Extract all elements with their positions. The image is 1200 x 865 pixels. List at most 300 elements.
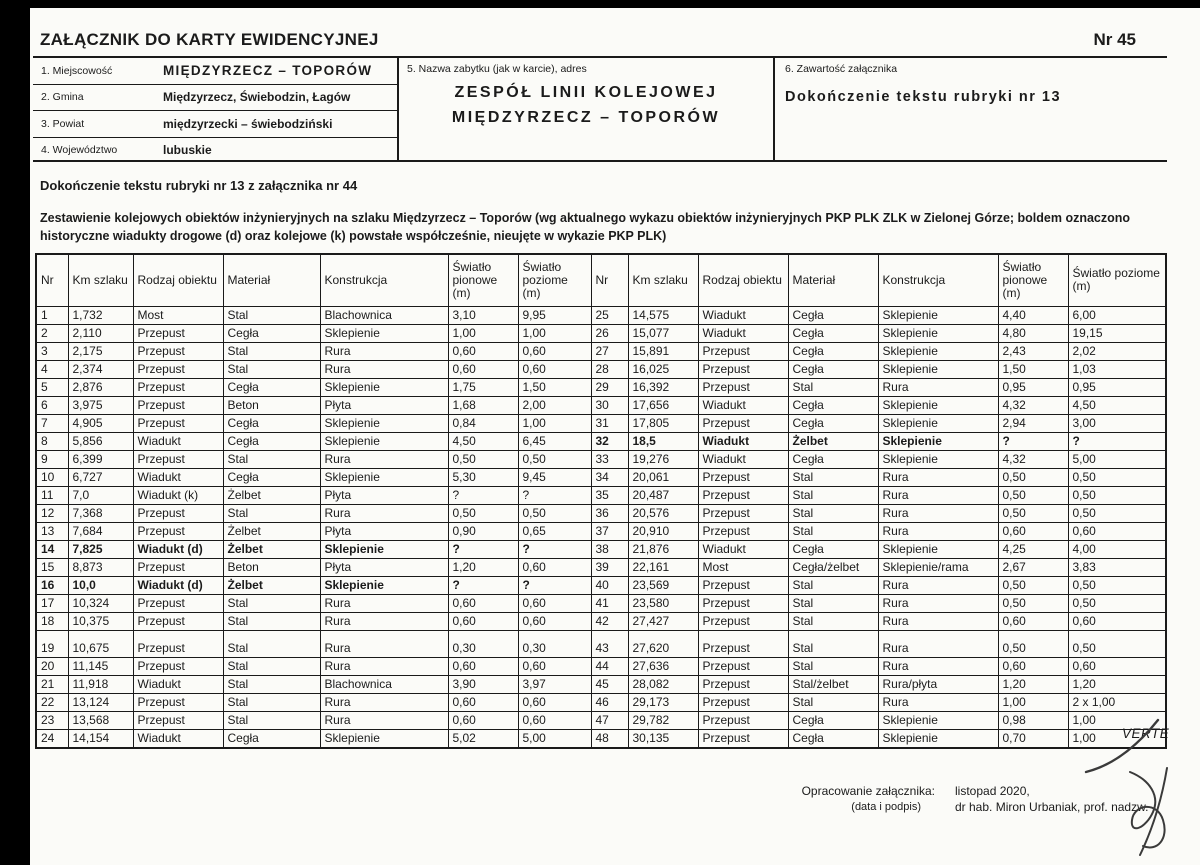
table-cell: Beton <box>223 396 320 414</box>
table-cell: 14,575 <box>628 306 698 324</box>
credit-sublabel: (data i podpis) <box>851 801 921 813</box>
form-row-miejscowosc <box>33 58 397 85</box>
table-cell: 29,782 <box>628 711 698 729</box>
table-cell: 0,50 <box>1068 486 1166 504</box>
table-cell: 0,60 <box>448 657 518 675</box>
table-cell: Cegła <box>788 450 878 468</box>
scanned-document-page <box>30 8 1200 865</box>
table-cell: 0,95 <box>998 378 1068 396</box>
table-cell: 10 <box>36 468 68 486</box>
table-cell: 33 <box>591 450 628 468</box>
table-cell: 16,392 <box>628 378 698 396</box>
table-cell: 1,00 <box>448 324 518 342</box>
table-cell: Przepust <box>698 630 788 657</box>
table-cell: 3,10 <box>448 306 518 324</box>
table-cell: 2,374 <box>68 360 133 378</box>
table-cell: 37 <box>591 522 628 540</box>
table-cell: 14 <box>36 540 68 558</box>
table-row <box>36 306 1166 324</box>
section-subtitle: Dokończenie tekstu rubryki nr 13 z załącznika nr 44 <box>40 178 358 193</box>
table-cell: Cegła <box>788 540 878 558</box>
field-value-gmina: Międzyrzecz, Świebodzin, Łagów <box>163 90 351 105</box>
column-header: Nr <box>36 254 68 306</box>
table-cell: 0,50 <box>1068 576 1166 594</box>
table-cell: Przepust <box>133 360 223 378</box>
table-cell: Przepust <box>133 711 223 729</box>
table-cell: Rura <box>320 342 448 360</box>
column-header: Km szlaku <box>68 254 133 306</box>
form-row-powiat <box>33 111 397 138</box>
table-cell: 16 <box>36 576 68 594</box>
table-cell: Cegła <box>788 414 878 432</box>
table-cell: Stal <box>788 504 878 522</box>
field-value-wojewodztwo: lubuskie <box>163 143 212 158</box>
table-cell: Płyta <box>320 558 448 576</box>
table-cell: Przepust <box>698 729 788 748</box>
table-cell: 39 <box>591 558 628 576</box>
table-cell: Stal <box>223 657 320 675</box>
table-cell: 3,83 <box>1068 558 1166 576</box>
form-attachment-column <box>775 58 1167 160</box>
table-cell: 0,60 <box>998 612 1068 630</box>
table-cell: 11,145 <box>68 657 133 675</box>
table-cell: 0,90 <box>448 522 518 540</box>
table-cell: 0,60 <box>518 711 591 729</box>
table-cell: Sklepienie <box>878 396 998 414</box>
table-cell: 0,60 <box>448 594 518 612</box>
table-cell: Przepust <box>698 675 788 693</box>
table-cell: 0,50 <box>448 450 518 468</box>
field-label-nazwa-zabytku: 5. Nazwa zabytku (jak w karcie), adres <box>407 63 587 75</box>
table-cell: 0,84 <box>448 414 518 432</box>
table-cell: 1,03 <box>1068 360 1166 378</box>
table-cell: Sklepienie <box>320 432 448 450</box>
table-cell: Stal/żelbet <box>788 675 878 693</box>
monument-name-line1: ZESPÓŁ LINII KOLEJOWEJ <box>454 84 718 101</box>
table-cell: 15 <box>36 558 68 576</box>
table-cell: Przepust <box>133 612 223 630</box>
table-cell: 0,50 <box>1068 504 1166 522</box>
table-cell: Sklepienie <box>878 450 998 468</box>
table-cell: 0,50 <box>1068 630 1166 657</box>
credit-author: dr hab. Miron Urbaniak, prof. nadzw. <box>955 800 1149 814</box>
table-cell: Wiadukt <box>698 540 788 558</box>
table-cell: 47 <box>591 711 628 729</box>
table-row <box>36 486 1166 504</box>
table-row <box>36 414 1166 432</box>
table-cell: 27,427 <box>628 612 698 630</box>
table-cell: 2,876 <box>68 378 133 396</box>
table-cell: Sklepienie <box>878 711 998 729</box>
table-cell: 13,568 <box>68 711 133 729</box>
field-label-zawartosc: 6. Zawartość załącznika <box>785 63 898 75</box>
table-cell: 1,20 <box>998 675 1068 693</box>
table-cell: Stal <box>223 693 320 711</box>
table-cell: 34 <box>591 468 628 486</box>
table-cell: 0,60 <box>518 594 591 612</box>
table-cell: 10,0 <box>68 576 133 594</box>
table-cell: Wiadukt <box>133 729 223 748</box>
table-cell: 46 <box>591 693 628 711</box>
verte-note: VERTE <box>1122 726 1170 741</box>
table-cell: Blachownica <box>320 675 448 693</box>
table-cell: Wiadukt <box>133 432 223 450</box>
table-row <box>36 324 1166 342</box>
table-row <box>36 432 1166 450</box>
table-cell: Przepust <box>133 342 223 360</box>
table-cell: Wiadukt (d) <box>133 540 223 558</box>
table-cell: 0,50 <box>998 486 1068 504</box>
table-cell: Sklepienie <box>878 414 998 432</box>
table-cell: 19,15 <box>1068 324 1166 342</box>
table-cell: 20,487 <box>628 486 698 504</box>
table-row <box>36 396 1166 414</box>
table-cell: 20,910 <box>628 522 698 540</box>
table-cell: 6,399 <box>68 450 133 468</box>
table-cell: Cegła <box>223 324 320 342</box>
table-cell: 12 <box>36 504 68 522</box>
table-cell: Stal <box>788 657 878 675</box>
table-cell: 4,50 <box>1068 396 1166 414</box>
table-cell: Przepust <box>133 693 223 711</box>
table-cell: Stal <box>223 594 320 612</box>
table-cell: 1,00 <box>1068 729 1166 748</box>
table-cell: Przepust <box>133 522 223 540</box>
table-cell: Rura <box>320 612 448 630</box>
table-cell: 3 <box>36 342 68 360</box>
table-cell: 29,173 <box>628 693 698 711</box>
column-header: Światło pionowe (m) <box>998 254 1068 306</box>
table-cell: Stal <box>788 486 878 504</box>
table-cell: 21 <box>36 675 68 693</box>
table-cell: Płyta <box>320 522 448 540</box>
table-cell: Sklepienie <box>878 342 998 360</box>
table-cell: 7,825 <box>68 540 133 558</box>
table-cell: 19,276 <box>628 450 698 468</box>
table-cell: 20,061 <box>628 468 698 486</box>
table-cell: 6,45 <box>518 432 591 450</box>
table-cell: 0,50 <box>998 594 1068 612</box>
table-cell: 1,732 <box>68 306 133 324</box>
table-cell: Przepust <box>698 486 788 504</box>
table-cell: 2,175 <box>68 342 133 360</box>
table-cell: 3,975 <box>68 396 133 414</box>
table-cell: Sklepienie/rama <box>878 558 998 576</box>
table-cell: 5,02 <box>448 729 518 748</box>
table-cell: Rura <box>320 630 448 657</box>
table-cell: Sklepienie <box>878 324 998 342</box>
table-cell: Rura <box>320 693 448 711</box>
table-cell: 24 <box>36 729 68 748</box>
table-cell: Sklepienie <box>878 540 998 558</box>
column-header: Rodzaj obiektu <box>698 254 788 306</box>
table-cell: 9,95 <box>518 306 591 324</box>
table-cell: Przepust <box>698 360 788 378</box>
table-cell: 30 <box>591 396 628 414</box>
table-cell: ? <box>448 486 518 504</box>
table-row <box>36 360 1166 378</box>
table-cell: ? <box>1068 432 1166 450</box>
table-cell: ? <box>518 576 591 594</box>
column-header: Km szlaku <box>628 254 698 306</box>
table-cell: 27,636 <box>628 657 698 675</box>
table-cell: Stal <box>788 576 878 594</box>
table-cell: Stal <box>223 612 320 630</box>
table-cell: Przepust <box>133 414 223 432</box>
table-cell: Przepust <box>698 342 788 360</box>
table-cell: 0,98 <box>998 711 1068 729</box>
table-cell: 1,00 <box>998 693 1068 711</box>
table-cell: 15,891 <box>628 342 698 360</box>
table-cell: Cegła/żelbet <box>788 558 878 576</box>
table-cell: 29 <box>591 378 628 396</box>
table-cell: Rura <box>878 594 998 612</box>
column-header: Światło poziome (m) <box>518 254 591 306</box>
table-cell: Żelbet <box>788 432 878 450</box>
table-cell: Most <box>133 306 223 324</box>
table-cell: 20,576 <box>628 504 698 522</box>
table-cell: Stal <box>788 378 878 396</box>
table-cell: Rura <box>878 486 998 504</box>
table-cell: Rura <box>878 612 998 630</box>
table-cell: Rura <box>878 693 998 711</box>
table-cell: 28 <box>591 360 628 378</box>
table-cell: Wiadukt <box>698 306 788 324</box>
monument-name-line2: MIĘDZYRZECZ – TOPORÓW <box>451 109 721 126</box>
table-cell: 3,00 <box>1068 414 1166 432</box>
table-cell: Płyta <box>320 396 448 414</box>
table-cell: 7,0 <box>68 486 133 504</box>
table-cell: Wiadukt <box>698 450 788 468</box>
table-cell: 43 <box>591 630 628 657</box>
table-cell: Przepust <box>133 594 223 612</box>
table-cell: 4,32 <box>998 450 1068 468</box>
intro-paragraph: Zestawienie kolejowych obiektów inżynieryjnych na szlaku Międzyrzecz – Toporów (wg aktualnego wykazu obiektów inżynieryjnych PKP PLK ZLK w Zielonej Górze; boldem oznaczono historyczne wiadukty drogowe (d) oraz kolejowe (k) powstałe współcześnie, nieujęte w wykazie PKP PLK) <box>40 211 1131 243</box>
table-cell: Rura/płyta <box>878 675 998 693</box>
table-cell: Stal <box>223 342 320 360</box>
page-title: ZAŁĄCZNIK DO KARTY EWIDENCYJNEJ <box>40 30 379 49</box>
table-cell: Rura <box>320 711 448 729</box>
table-cell: Stal <box>223 630 320 657</box>
table-row <box>36 540 1166 558</box>
table-cell: Żelbet <box>223 540 320 558</box>
table-cell: ? <box>448 540 518 558</box>
table-cell: 41 <box>591 594 628 612</box>
table-cell: 25 <box>591 306 628 324</box>
table-cell: 7 <box>36 414 68 432</box>
table-cell: Przepust <box>133 450 223 468</box>
field-label-miejscowosc: 1. Miejscowość <box>41 64 113 77</box>
table-cell: 1,20 <box>1068 675 1166 693</box>
table-cell: 1,20 <box>448 558 518 576</box>
table-cell: Przepust <box>133 378 223 396</box>
table-cell: Wiadukt <box>133 675 223 693</box>
table-cell: Wiadukt (k) <box>133 486 223 504</box>
table-cell: 10,375 <box>68 612 133 630</box>
table-cell: 31 <box>591 414 628 432</box>
table-cell: 0,50 <box>998 504 1068 522</box>
table-cell: Stal <box>788 594 878 612</box>
table-cell: 16,025 <box>628 360 698 378</box>
table-cell: ? <box>518 540 591 558</box>
table-cell: 35 <box>591 486 628 504</box>
table-cell: Blachownica <box>320 306 448 324</box>
table-cell: 7,684 <box>68 522 133 540</box>
column-header: Światło poziome (m) <box>1068 254 1166 306</box>
table-cell: 0,60 <box>518 558 591 576</box>
table-cell: Cegła <box>788 324 878 342</box>
table-cell: Przepust <box>698 576 788 594</box>
field-label-powiat: 3. Powiat <box>41 117 85 130</box>
table-cell: Przepust <box>698 504 788 522</box>
table-row <box>36 594 1166 612</box>
table-cell: 0,60 <box>518 342 591 360</box>
table-cell: 0,60 <box>1068 657 1166 675</box>
table-cell: 0,50 <box>518 450 591 468</box>
table-cell: Rura <box>320 450 448 468</box>
credit-values <box>955 783 1148 815</box>
table-header-row <box>36 254 1166 306</box>
table-cell: Rura <box>878 522 998 540</box>
table-row <box>36 693 1166 711</box>
table-cell: 17 <box>36 594 68 612</box>
table-cell: 5,00 <box>1068 450 1166 468</box>
table-cell: 4,40 <box>998 306 1068 324</box>
table-cell: ? <box>998 432 1068 450</box>
table-cell: 48 <box>591 729 628 748</box>
table-cell: Przepust <box>698 468 788 486</box>
table-cell: 4,00 <box>1068 540 1166 558</box>
table-cell: 2 <box>36 324 68 342</box>
table-cell: 0,50 <box>1068 468 1166 486</box>
table-cell: Sklepienie <box>878 306 998 324</box>
table-cell: Beton <box>223 558 320 576</box>
table-cell: ? <box>518 486 591 504</box>
table-cell: Rura <box>320 504 448 522</box>
table-cell: 1,68 <box>448 396 518 414</box>
table-cell: Wiadukt <box>698 324 788 342</box>
table-cell: Sklepienie <box>878 360 998 378</box>
table-row <box>36 558 1166 576</box>
table-cell: 0,60 <box>518 693 591 711</box>
column-header: Konstrukcja <box>878 254 998 306</box>
table-row <box>36 468 1166 486</box>
table-cell: 0,50 <box>998 576 1068 594</box>
table-row <box>36 729 1166 748</box>
table-row <box>36 342 1166 360</box>
table-cell: Przepust <box>698 693 788 711</box>
table-cell: 0,60 <box>518 612 591 630</box>
table-cell: Stal <box>223 711 320 729</box>
table-cell: Żelbet <box>223 486 320 504</box>
table-cell: Cegła <box>223 432 320 450</box>
table-cell: 0,50 <box>998 468 1068 486</box>
form-row-wojewodztwo <box>33 138 397 164</box>
table-cell: Stal <box>788 468 878 486</box>
table-cell: Przepust <box>133 324 223 342</box>
column-header: Materiał <box>223 254 320 306</box>
table-cell: 7,368 <box>68 504 133 522</box>
table-cell: Stal <box>788 630 878 657</box>
field-value-powiat: międzyrzecki – świebodziński <box>163 116 333 131</box>
table-cell: Stal <box>788 522 878 540</box>
table-cell: ? <box>448 576 518 594</box>
table-cell: 0,65 <box>518 522 591 540</box>
column-header: Materiał <box>788 254 878 306</box>
table-cell: 26 <box>591 324 628 342</box>
table-cell: 0,60 <box>448 360 518 378</box>
table-cell: 6,727 <box>68 468 133 486</box>
table-row <box>36 378 1166 396</box>
table-cell: 0,60 <box>1068 522 1166 540</box>
table-cell: Żelbet <box>223 522 320 540</box>
column-header: Światło pionowe (m) <box>448 254 518 306</box>
table-cell: Sklepienie <box>320 414 448 432</box>
table-cell: 2,02 <box>1068 342 1166 360</box>
table-cell: 1,00 <box>1068 711 1166 729</box>
table-cell: 13,124 <box>68 693 133 711</box>
table-cell: 4,50 <box>448 432 518 450</box>
table-cell: Przepust <box>133 396 223 414</box>
table-cell: Cegła <box>788 711 878 729</box>
table-cell: 1,00 <box>518 324 591 342</box>
table-cell: 17,805 <box>628 414 698 432</box>
table-cell: 15,077 <box>628 324 698 342</box>
table-cell: 5,856 <box>68 432 133 450</box>
table-cell: 0,60 <box>448 711 518 729</box>
table-cell: Stal <box>788 612 878 630</box>
table-cell: Przepust <box>698 612 788 630</box>
table-cell: Stal <box>223 306 320 324</box>
credit-labels <box>735 783 935 815</box>
table-cell: 1 <box>36 306 68 324</box>
table-cell: Rura <box>878 657 998 675</box>
table-cell: Rura <box>878 504 998 522</box>
table-cell: 10,324 <box>68 594 133 612</box>
table-cell: 5,30 <box>448 468 518 486</box>
form-monument-column <box>397 58 775 160</box>
table-cell: 0,50 <box>1068 594 1166 612</box>
table-cell: 8,873 <box>68 558 133 576</box>
table-cell: Żelbet <box>223 576 320 594</box>
table-cell: 11 <box>36 486 68 504</box>
table-cell: 18,5 <box>628 432 698 450</box>
table-cell: 1,50 <box>518 378 591 396</box>
table-cell: 14,154 <box>68 729 133 748</box>
table-cell: 1,50 <box>998 360 1068 378</box>
table-cell: 40 <box>591 576 628 594</box>
table-cell: Rura <box>320 360 448 378</box>
table-cell: Stal <box>223 450 320 468</box>
table-cell: Rura <box>878 630 998 657</box>
form-location-column <box>33 58 397 160</box>
table-cell: 11,918 <box>68 675 133 693</box>
field-label-gmina: 2. Gmina <box>41 91 84 104</box>
table-cell: 22 <box>36 693 68 711</box>
table-cell: 4,80 <box>998 324 1068 342</box>
table-cell: 8 <box>36 432 68 450</box>
table-cell: 27 <box>591 342 628 360</box>
table-cell: 13 <box>36 522 68 540</box>
table-cell: 1,00 <box>518 414 591 432</box>
table-cell: Cegła <box>788 729 878 748</box>
table-cell: Cegła <box>223 378 320 396</box>
table-cell: 10,675 <box>68 630 133 657</box>
table-cell: 21,876 <box>628 540 698 558</box>
table-cell: Stal <box>223 675 320 693</box>
table-cell: 2 x 1,00 <box>1068 693 1166 711</box>
table-cell: 0,50 <box>998 630 1068 657</box>
